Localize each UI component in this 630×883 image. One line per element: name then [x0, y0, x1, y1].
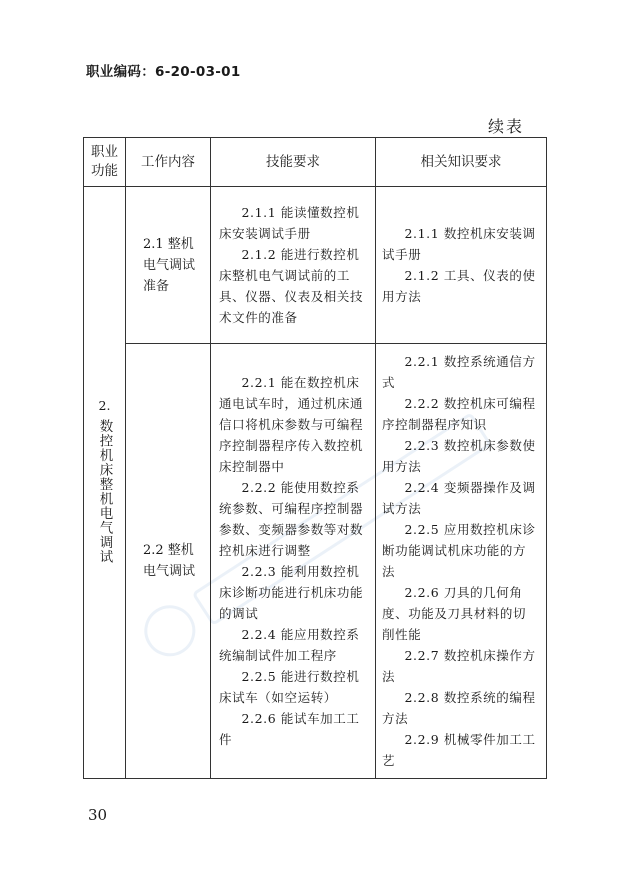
- knowledge-item: 2.2.9 机械零件加工工艺: [382, 732, 536, 768]
- skill-item: 2.2.4 能应用数控系统编制试件加工程序: [219, 627, 360, 663]
- skill-item: 2.2.1 能在数控机床通电试车时，通过机床通信口将机床参数与可编程序控制器程序传入数控机床控制器中: [219, 375, 364, 474]
- knowledge-item: 2.1.2 工具、仪表的使用方法: [382, 268, 536, 304]
- knowledge-item: 2.2.3 数控机床参数使用方法: [382, 438, 536, 474]
- work-content-cell: 2.2 整机电气调试: [126, 344, 211, 779]
- skill-item: 2.2.3 能利用数控机床诊断功能进行机床功能的调试: [219, 564, 364, 621]
- knowledge-item: 2.2.6 刀具的几何角度、功能及刀具材料的切削性能: [382, 585, 527, 642]
- occupation-code: 职业编码：6-20-03-01: [86, 64, 241, 80]
- skills-cell: [211, 187, 376, 344]
- page-number: 30: [88, 806, 108, 824]
- work-content-cell: 2.1 整机电气调试准备: [126, 187, 211, 344]
- header-knowledge: 相关知识要求: [376, 138, 547, 187]
- header-content: 工作内容: [126, 138, 211, 187]
- function-name: 数控机床整机电气调试: [96, 418, 113, 564]
- knowledge-item: 2.2.5 应用数控机床诊断功能调试机床功能的方法: [382, 522, 536, 579]
- skill-item: 2.2.5 能进行数控机床试车（如空运转）: [219, 669, 360, 705]
- header-skills: 技能要求: [211, 138, 376, 187]
- header-function: 职业 功能: [84, 138, 126, 187]
- skill-item: 2.2.6 能试车加工工件: [219, 711, 360, 747]
- skill-item: 2.1.1 能读懂数控机床安装调试手册: [219, 205, 360, 241]
- continued-label: 续表: [488, 117, 525, 136]
- knowledge-item: 2.2.7 数控机床操作方法: [382, 648, 536, 684]
- knowledge-item: 2.2.1 数控系统通信方式: [382, 354, 536, 390]
- skills-table: [83, 137, 547, 779]
- knowledge-cell: [376, 344, 547, 779]
- knowledge-item: 2.1.1 数控机床安装调试手册: [382, 226, 536, 262]
- knowledge-item: 2.2.2 数控机床可编程序控制器程序知识: [382, 396, 536, 432]
- knowledge-cell: [376, 187, 547, 344]
- function-cell: [84, 187, 126, 779]
- knowledge-item: 2.2.8 数控系统的编程方法: [382, 690, 536, 726]
- skills-cell: [211, 344, 376, 779]
- skill-item: 2.2.2 能使用数控系统参数、可编程序控制器参数、变频器参数等对数控机床进行调整: [219, 480, 364, 558]
- function-number: 2.: [98, 397, 111, 413]
- knowledge-item: 2.2.4 变频器操作及调试方法: [382, 480, 536, 516]
- skill-item: 2.1.2 能进行数控机床整机电气调试前的工具、仪器、仪表及相关技术文件的准备: [219, 247, 364, 325]
